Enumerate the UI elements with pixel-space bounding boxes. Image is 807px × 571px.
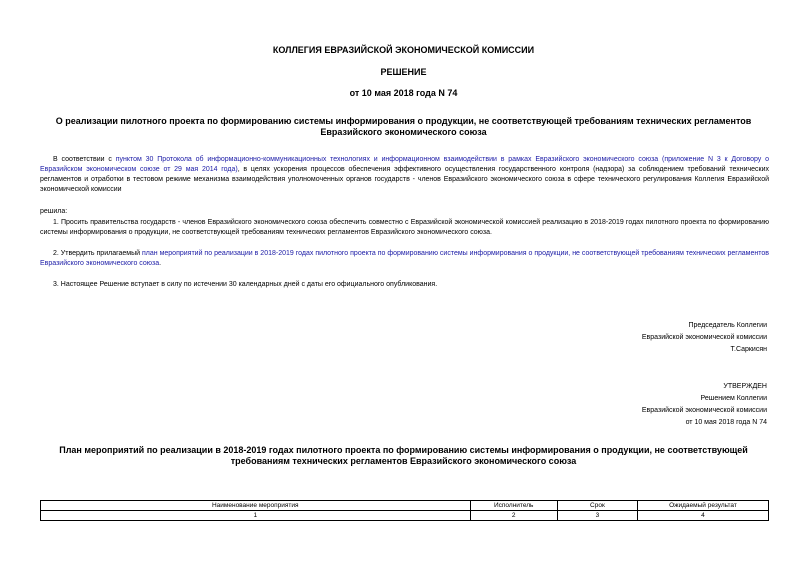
table-header-cell: Срок [557, 501, 637, 511]
plan-table [40, 500, 769, 521]
decision-title: О реализации пилотного проекта по формированию системы информирования о продукции, не соответствующей требованиям технических регламентов Евразийского экономического союза [55, 116, 752, 137]
signature-position: Председатель Коллегии [688, 322, 767, 329]
table-header-cell: Ожидаемый результат [637, 501, 768, 511]
item-2-paragraph [40, 249, 769, 269]
signature-block [642, 320, 767, 356]
table-number-cell: 4 [637, 511, 768, 521]
preamble-text-2: , в целях ускорения процессов обеспечения эффективного осуществления государственного контроля (надзора) за соблюдением требований технических регламентов и отработки в тестовом режиме механизма взаимодействия уполномоченных органов государств - членов Евразийского экономического союза в сфере технического регулирования Коллегия Евразийской экономической комиссии [40, 166, 769, 193]
item-3-paragraph: 3. Настоящее Решение вступает в силу по истечении 30 календарных дней с даты его официального опубликования. [53, 281, 438, 288]
table-header-cell: Наименование мероприятия [41, 501, 471, 511]
table-number-cell: 2 [470, 511, 557, 521]
protocol-link[interactable]: пунктом 30 Протокола об информационно-коммуникационных технологиях и информационном взаимодействии в рамках Евразийского экономического союза (приложение N 3 к Договору о Евразийском экономическом союзе от 29 мая 2014 года) [40, 156, 770, 173]
decided-label: решила: [40, 208, 68, 215]
doc-date-number: от 10 мая 2018 года N 74 [349, 88, 458, 98]
plan-link[interactable]: план мероприятий по реализации в 2018-2019 годах пилотного проекта по формированию системы информирования о продукции, не соответствующей требованиям технических регламентов Евразийского экономического союза [40, 250, 769, 267]
table-number-cell: 3 [557, 511, 637, 521]
item-2-text-1: 2. Утвердить прилагаемый [53, 250, 142, 257]
table-number-row [41, 511, 769, 521]
table-header-cell: Исполнитель [470, 501, 557, 511]
doc-type-heading: РЕШЕНИЕ [380, 67, 427, 77]
signature-name: Т.Саркисян [730, 346, 767, 353]
approval-by-decision: Решением Коллегии [700, 395, 767, 402]
preamble-text-1: В соответствии с [53, 156, 116, 163]
item-2-text-2: . [159, 260, 162, 267]
approval-block [642, 381, 767, 429]
table-header-row [41, 501, 769, 511]
preamble-paragraph [40, 155, 769, 195]
plan-title: План мероприятий по реализации в 2018-2019 годах пилотного проекта по формированию системы информирования о продукции, не соответствующей требованиям технических регламентов Евразийского экономического союза [59, 445, 748, 466]
approval-organization: Евразийской экономической комиссии [641, 407, 767, 414]
signature-organization: Евразийской экономической комиссии [641, 334, 767, 341]
approval-date-number: от 10 мая 2018 года N 74 [685, 419, 767, 426]
table-number-cell: 1 [41, 511, 471, 521]
approval-approved: УТВЕРЖДЕН [723, 383, 767, 390]
org-heading: КОЛЛЕГИЯ ЕВРАЗИЙСКОЙ ЭКОНОМИЧЕСКОЙ КОМИССИИ [272, 45, 535, 55]
item-1-paragraph: 1. Просить правительства государств - членов Евразийского экономического союза обеспечить совместно с Евразийской экономической комиссией реализацию в 2018-2019 годах пилотного проекта по формированию системы информирования о продукции, не соответствующей требованиям технических регламентов Евразийского экономического союза. [40, 219, 769, 236]
